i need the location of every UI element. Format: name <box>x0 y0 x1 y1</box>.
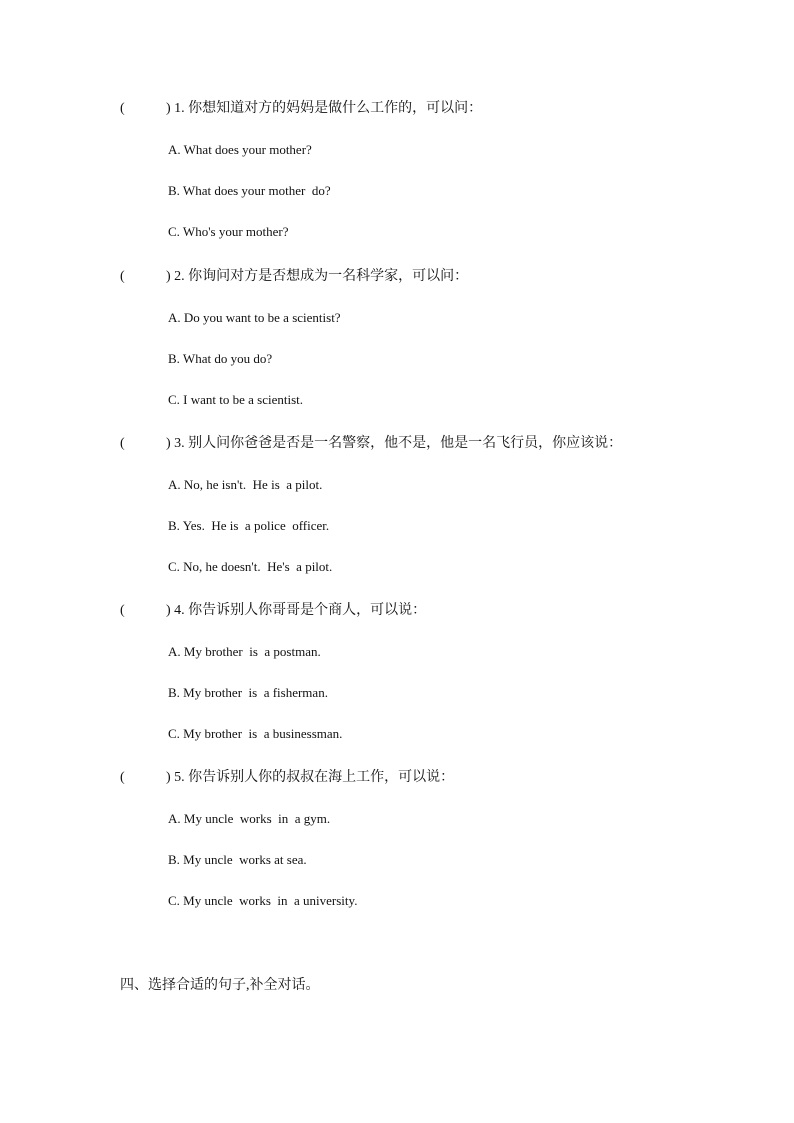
answer-paren-open: ( <box>120 603 125 618</box>
option-c: C. Who's your mother? <box>168 224 289 239</box>
answer-paren-open: ( <box>120 101 125 116</box>
option-c: C. I want to be a scientist. <box>168 392 304 407</box>
answer-paren-open: ( <box>120 436 125 451</box>
question-1 <box>120 97 482 117</box>
question-text: 2. 你询问对方是否想成为一名科学家，可以问： <box>174 269 469 284</box>
question-text: 3. 别人问你爸爸是否是一名警察，他不是，他是一名飞行员，你应该说： <box>174 436 623 451</box>
answer-paren-close: ) <box>166 101 171 116</box>
answer-paren-close: ) <box>166 770 171 785</box>
option-c: C. My brother is a businessman. <box>168 726 343 741</box>
option-b: B. My brother is a fisherman. <box>168 685 328 700</box>
option-a: A. Do you want to be a scientist? <box>168 310 341 325</box>
question-text: 5. 你告诉别人你的叔叔在海上工作，可以说： <box>174 770 455 785</box>
question-4 <box>120 599 426 619</box>
answer-paren-open: ( <box>120 770 125 785</box>
question-3 <box>120 432 622 452</box>
option-a: A. No, he isn't. He is a pilot. <box>168 477 323 492</box>
section-heading: 四、选择合适的句子,补全对话。 <box>120 978 320 993</box>
option-a: A. My uncle works in a gym. <box>168 811 331 826</box>
question-text: 4. 你告诉别人你哥哥是个商人，可以说： <box>174 603 427 618</box>
option-b: B. What do you do? <box>168 351 273 366</box>
answer-paren-close: ) <box>166 603 171 618</box>
question-2 <box>120 265 468 285</box>
question-text: 1. 你想知道对方的妈妈是做什么工作的，可以问： <box>174 101 483 116</box>
answer-paren-open: ( <box>120 269 125 284</box>
option-c: C. My uncle works in a university. <box>168 893 358 908</box>
option-b: B. My uncle works at sea. <box>168 852 307 867</box>
option-a: A. My brother is a postman. <box>168 644 321 659</box>
option-b: B. What does your mother do? <box>168 183 331 198</box>
answer-paren-close: ) <box>166 269 171 284</box>
option-b: B. Yes. He is a police officer. <box>168 518 330 533</box>
option-a: A. What does your mother? <box>168 142 312 157</box>
question-5 <box>120 766 454 786</box>
option-c: C. No, he doesn't. He's a pilot. <box>168 559 333 574</box>
answer-paren-close: ) <box>166 436 171 451</box>
